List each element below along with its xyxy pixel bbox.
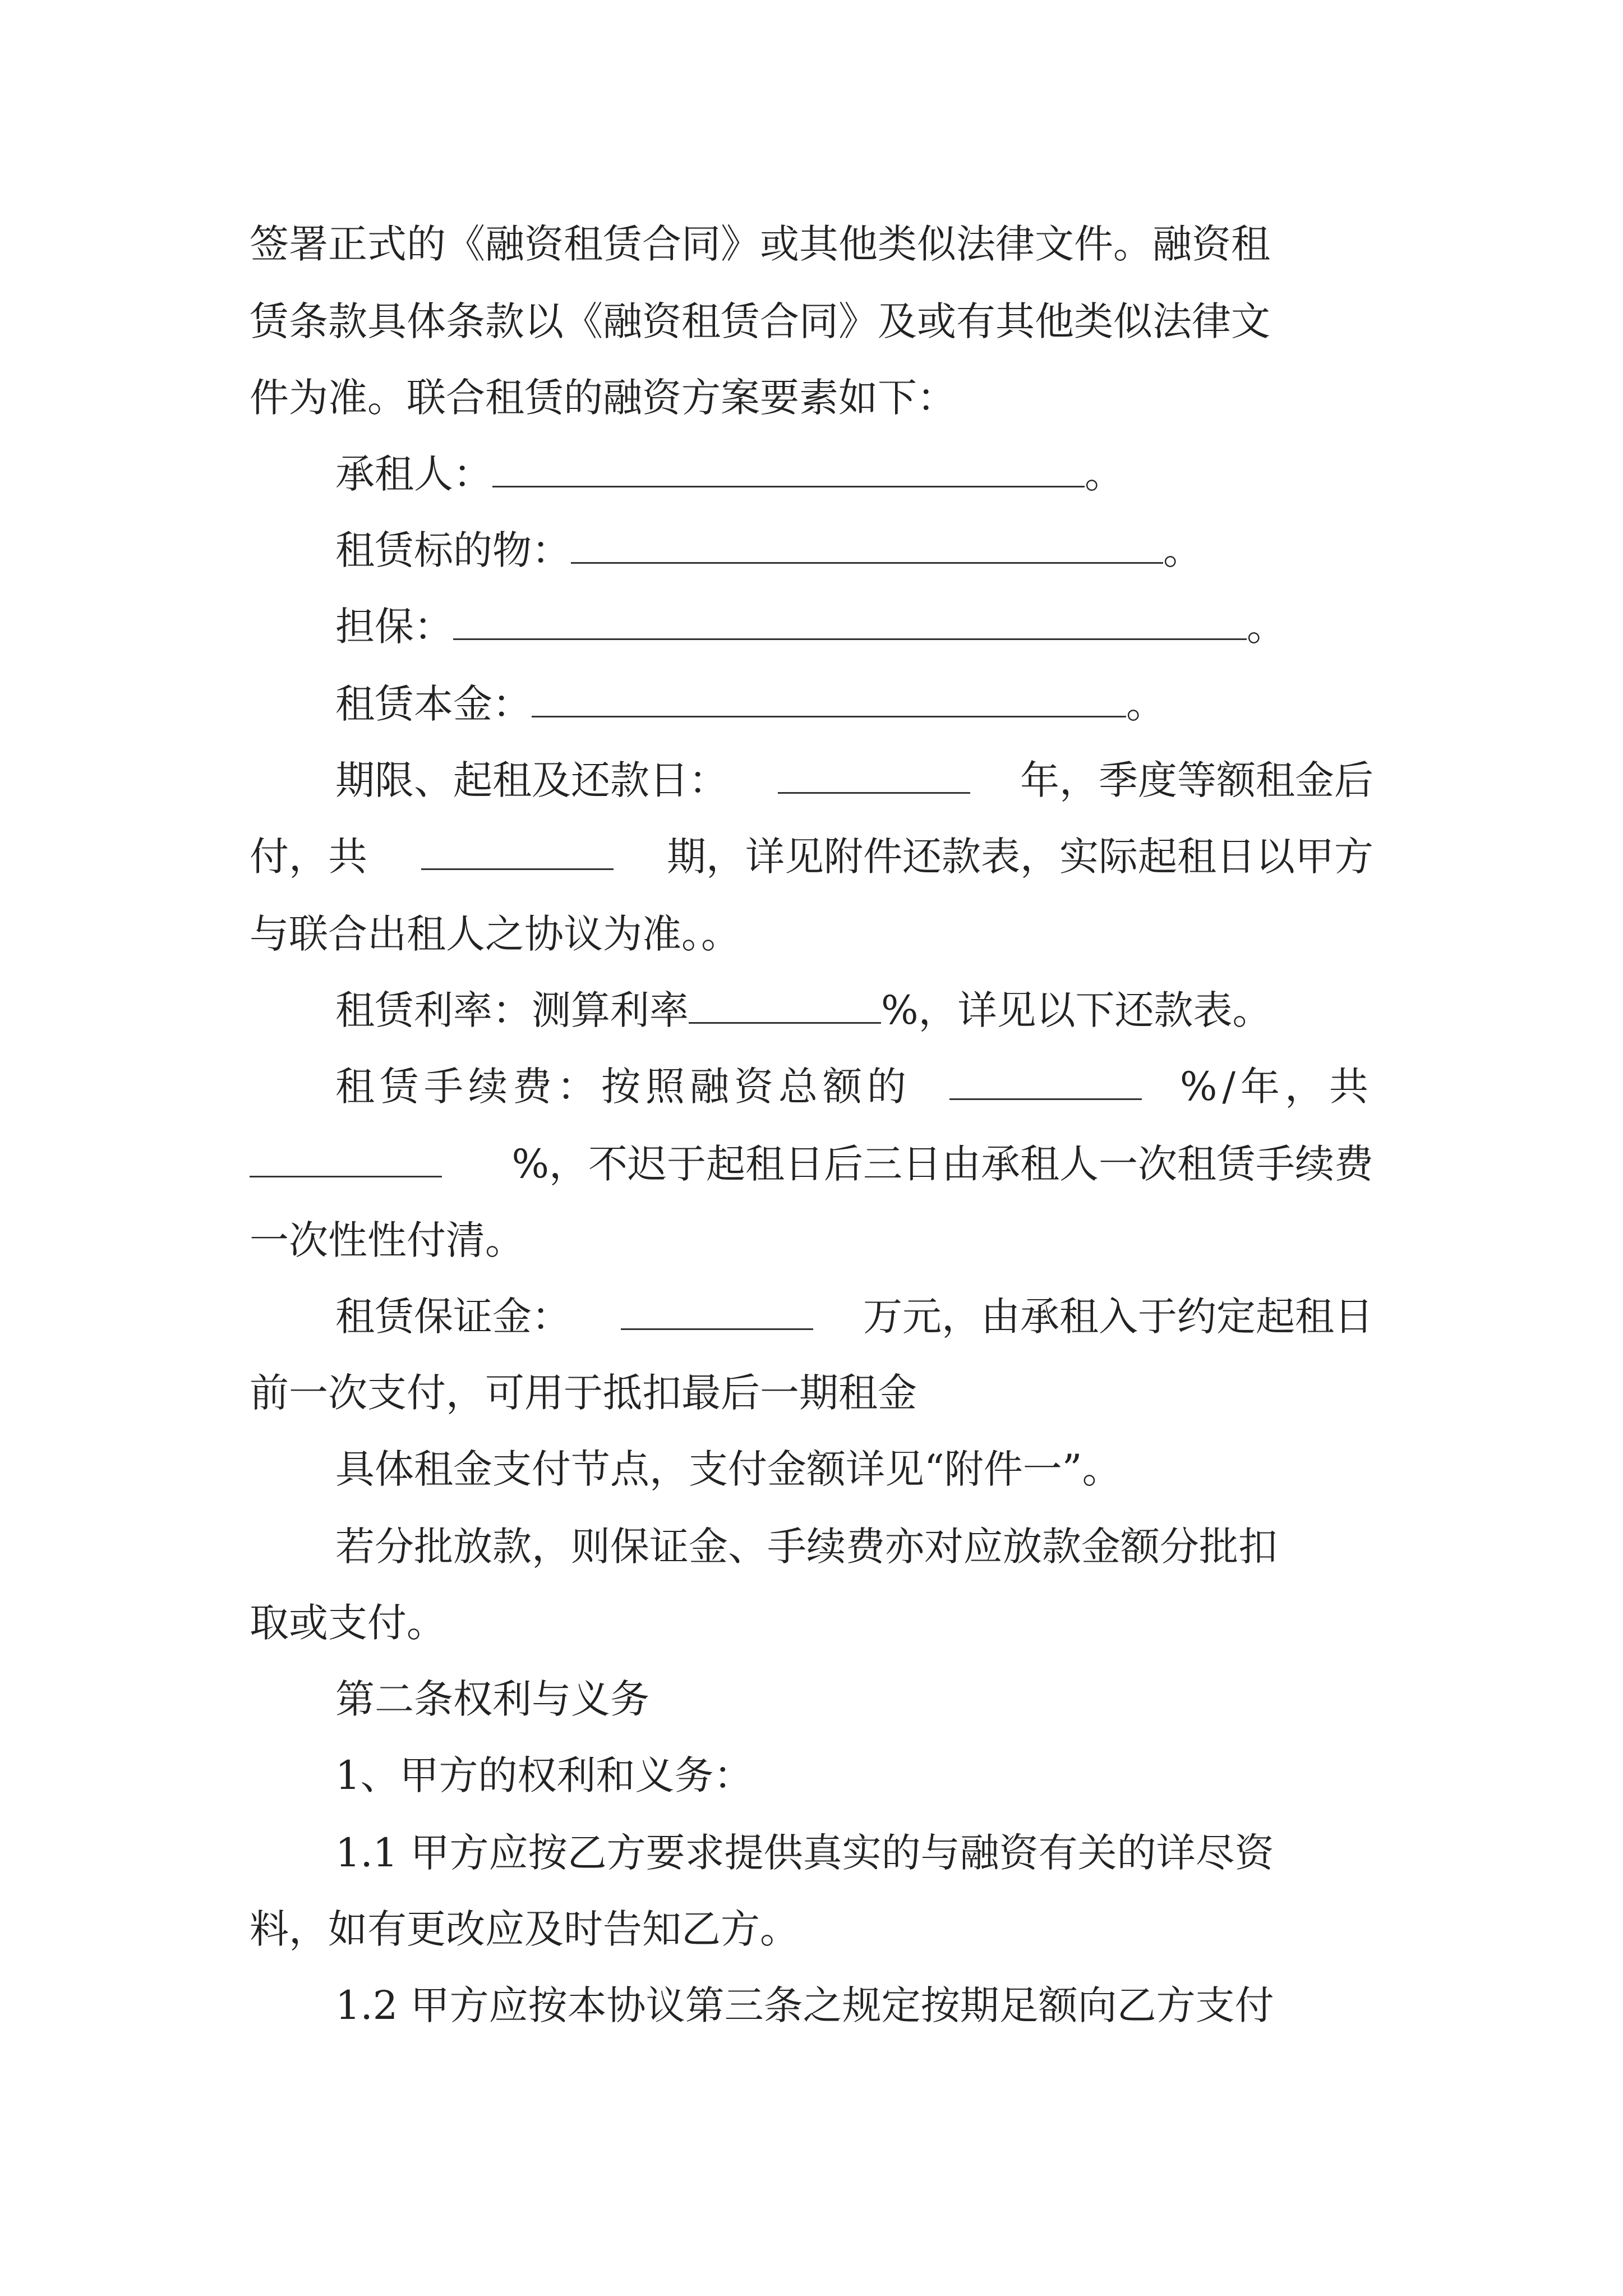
blank-line	[250, 1142, 442, 1177]
paragraph-line	[335, 1980, 1373, 2031]
paragraph-line	[250, 296, 1373, 347]
field-label: 付，共	[250, 834, 367, 880]
field-end: 。	[1126, 681, 1165, 727]
field-end: 。	[1247, 604, 1286, 650]
blank-line	[492, 452, 1085, 487]
field-label: 租赁本金：	[335, 681, 532, 727]
field-periods	[250, 831, 1373, 882]
blank-line	[621, 1295, 813, 1330]
field-label: 租赁手续费：按照融资总额的	[335, 1064, 911, 1110]
paragraph-line	[250, 372, 956, 423]
line-text: 1.2 甲方应按本协议第三条之规定按期足额向乙方支付	[335, 1982, 1274, 2028]
blank-line	[421, 835, 614, 870]
field-label: 租赁保证金：	[335, 1294, 571, 1340]
blank-line	[949, 1065, 1142, 1100]
field-end: %，详见以下还款表。	[881, 987, 1272, 1033]
field-end: %/年，共	[1179, 1064, 1373, 1110]
line-text: 签署正式的《融资租赁合同》或其他类似法律文件。融资租	[250, 221, 1270, 267]
field-label: 期限、起租及还款日：	[335, 757, 728, 803]
field-label: 租赁利率：测算利率	[335, 987, 689, 1033]
paragraph-line	[250, 909, 740, 959]
blank-line	[778, 758, 970, 794]
field-end: %，不迟于起租日后三日由承租人一次租赁手续费	[511, 1141, 1373, 1187]
field-term	[335, 755, 1373, 806]
line-text: 1、甲方的权利和义务：	[335, 1752, 753, 1798]
subsection-heading	[335, 1750, 753, 1801]
field-end: 。	[1085, 451, 1124, 497]
paragraph-line	[335, 1444, 1122, 1494]
field-fee	[335, 1061, 1373, 1112]
field-principal	[335, 679, 1165, 729]
blank-line	[689, 988, 881, 1024]
field-end: 年，季度等额租金后	[1020, 757, 1373, 803]
section-heading	[335, 1674, 649, 1724]
field-label: 租赁标的物：	[335, 527, 571, 573]
line-text: 第二条权利与义务	[335, 1676, 649, 1722]
blank-line	[532, 682, 1126, 717]
field-end: 。	[1163, 527, 1202, 573]
line-text: 前一次支付，可用于抵扣最后一期租金	[250, 1370, 917, 1416]
line-text: 若分批放款，则保证金、手续费亦对应放款金额分批扣	[335, 1524, 1278, 1570]
field-deposit	[335, 1291, 1373, 1342]
paragraph-line	[335, 1521, 1373, 1572]
field-interest-rate	[335, 985, 1272, 1036]
line-text: 料，如有更改应及时告知乙方。	[250, 1906, 799, 1952]
line-text: 与联合出租人之协议为准。。	[250, 911, 740, 957]
line-text: 1.1 甲方应按乙方要求提供真实的与融资有关的详尽资	[335, 1830, 1274, 1876]
paragraph-line	[250, 1904, 799, 1954]
field-label: 承租人：	[335, 451, 492, 497]
field-end: 期，详见附件还款表，实际起租日以甲方	[667, 834, 1373, 880]
field-end: 万元，由承租入于约定起租日	[863, 1294, 1373, 1340]
field-leased-object	[335, 525, 1202, 576]
field-guarantee	[335, 601, 1286, 652]
blank-line	[453, 605, 1247, 640]
blank-line	[571, 528, 1163, 564]
field-lessee	[335, 449, 1124, 499]
line-text: 赁条款具体条款以《融资租赁合同》及或有其他类似法律文	[250, 298, 1270, 344]
paragraph-line	[250, 1598, 446, 1648]
field-label: 担保：	[335, 604, 453, 650]
line-text: 件为准。联合租赁的融资方案要素如下：	[250, 375, 956, 421]
paragraph-line	[250, 219, 1373, 269]
paragraph-line	[250, 1215, 524, 1266]
line-text: 一次性性付清。	[250, 1217, 524, 1263]
line-text: 取或支付。	[250, 1600, 446, 1646]
paragraph-line	[250, 1368, 917, 1418]
line-text: 具体租金支付节点，支付金额详见“附件一”。	[335, 1446, 1122, 1492]
field-fee-total	[250, 1139, 1373, 1189]
paragraph-line	[335, 1828, 1373, 1878]
